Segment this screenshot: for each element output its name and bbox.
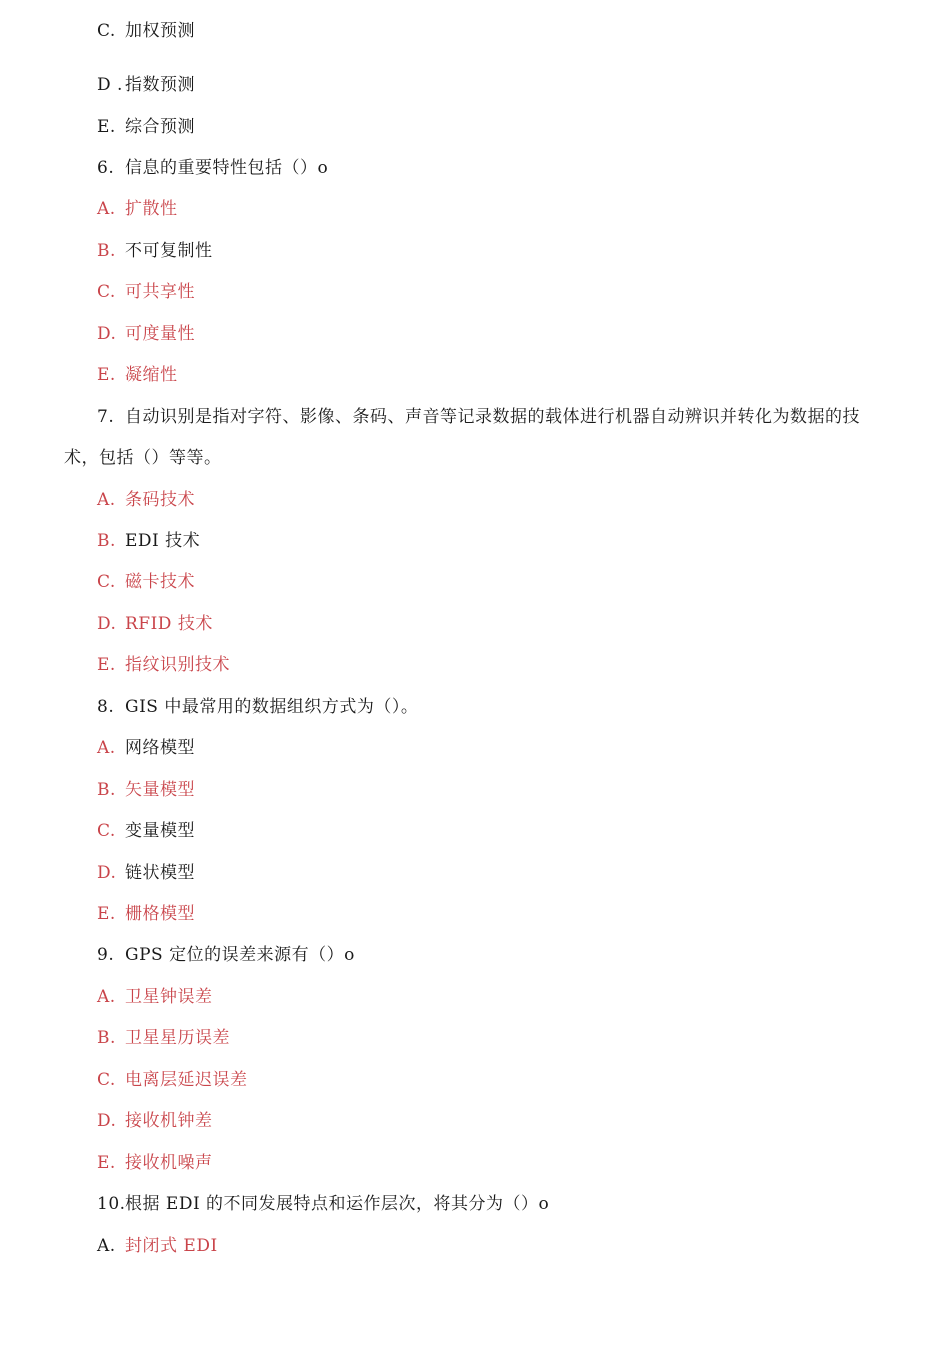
option-label: A. xyxy=(97,1236,116,1256)
option-line xyxy=(97,489,195,511)
question-text: 信息的重要特性包括（）o xyxy=(125,158,329,178)
option-label: A. xyxy=(97,987,116,1007)
question-text: GIS 中最常用的数据组织方式为（）。 xyxy=(125,697,419,717)
option-label: E. xyxy=(97,365,116,385)
option-label: C. xyxy=(97,572,116,592)
option-line xyxy=(97,1152,213,1174)
option-line xyxy=(97,74,195,96)
option-text: 扩散性 xyxy=(125,199,178,219)
option-label: D. xyxy=(97,863,117,883)
option-line xyxy=(97,654,230,676)
question-text: GPS 定位的误差来源有（）o xyxy=(125,945,355,965)
option-line xyxy=(97,240,213,262)
question-line xyxy=(97,157,328,179)
option-text: 可度量性 xyxy=(125,324,195,344)
option-label: C. xyxy=(97,1070,116,1090)
question-number: 7. xyxy=(97,407,115,427)
option-text: 矢量模型 xyxy=(125,780,195,800)
question-continuation xyxy=(64,447,222,469)
question-line xyxy=(97,944,355,966)
question-line xyxy=(97,696,418,718)
option-label: A. xyxy=(97,738,116,758)
option-line xyxy=(97,1235,218,1257)
option-line xyxy=(97,571,195,593)
option-text: 加权预测 xyxy=(125,21,195,41)
option-label: D. xyxy=(97,1111,117,1131)
option-label: A. xyxy=(97,199,116,219)
option-line xyxy=(97,613,213,635)
option-label: B. xyxy=(97,1028,116,1048)
question-text: 根据 EDI 的不同发展特点和运作层次，将其分为（）o xyxy=(125,1194,550,1214)
option-text: 变量模型 xyxy=(125,821,195,841)
option-label: B. xyxy=(97,531,116,551)
option-label: D. xyxy=(97,324,117,344)
option-label: E. xyxy=(97,117,116,137)
question-text: 术，包括（）等等。 xyxy=(64,448,222,468)
option-line xyxy=(97,364,178,386)
option-line xyxy=(97,903,195,925)
option-line xyxy=(97,820,195,842)
option-label: C. xyxy=(97,282,116,302)
option-text: EDI 技术 xyxy=(125,531,201,551)
option-text: 不可复制性 xyxy=(125,241,213,261)
option-label: C. xyxy=(97,21,116,41)
option-text: 凝缩性 xyxy=(125,365,178,385)
option-label: D . xyxy=(97,75,123,95)
option-line xyxy=(97,737,195,759)
option-line xyxy=(97,198,178,220)
option-line xyxy=(97,986,213,1008)
option-text: RFID 技术 xyxy=(125,614,213,634)
option-text: 电离层延迟误差 xyxy=(125,1070,248,1090)
question-line xyxy=(97,1193,549,1215)
option-text: 指纹识别技术 xyxy=(125,655,230,675)
option-text: 链状模型 xyxy=(125,863,195,883)
option-text: 指数预测 xyxy=(125,75,195,95)
option-text: 卫星星历误差 xyxy=(125,1028,230,1048)
option-line xyxy=(97,281,195,303)
option-line xyxy=(97,20,195,42)
option-text: 条码技术 xyxy=(125,490,195,510)
option-line xyxy=(97,323,195,345)
question-number: 6. xyxy=(97,158,115,178)
question-number: 8. xyxy=(97,697,115,717)
option-line xyxy=(97,530,200,552)
option-label: E. xyxy=(97,655,116,675)
option-label: E. xyxy=(97,904,116,924)
option-text: 综合预测 xyxy=(125,117,195,137)
option-line xyxy=(97,1110,213,1132)
option-label: C. xyxy=(97,821,116,841)
option-label: B. xyxy=(97,780,116,800)
option-line xyxy=(97,779,195,801)
option-text: 接收机钟差 xyxy=(125,1111,213,1131)
option-line xyxy=(97,862,195,884)
option-line xyxy=(97,1069,248,1091)
option-label: A. xyxy=(97,490,116,510)
option-text: 可共享性 xyxy=(125,282,195,302)
option-text: 卫星钟误差 xyxy=(125,987,213,1007)
option-line xyxy=(97,1027,230,1049)
question-number: 10. xyxy=(97,1194,126,1214)
option-text: 栅格模型 xyxy=(125,904,195,924)
option-line xyxy=(97,116,195,138)
question-text: 自动识别是指对字符、影像、条码、声音等记录数据的载体进行机器自动辨识并转化为数据的技 xyxy=(125,407,860,427)
option-label: B. xyxy=(97,241,116,261)
question-number: 9. xyxy=(97,945,115,965)
option-label: D. xyxy=(97,614,117,634)
option-text: 接收机噪声 xyxy=(125,1153,213,1173)
option-text: 封闭式 EDI xyxy=(125,1236,218,1256)
question-line xyxy=(97,406,860,428)
option-label: E. xyxy=(97,1153,116,1173)
option-text: 网络模型 xyxy=(125,738,195,758)
option-text: 磁卡技术 xyxy=(125,572,195,592)
